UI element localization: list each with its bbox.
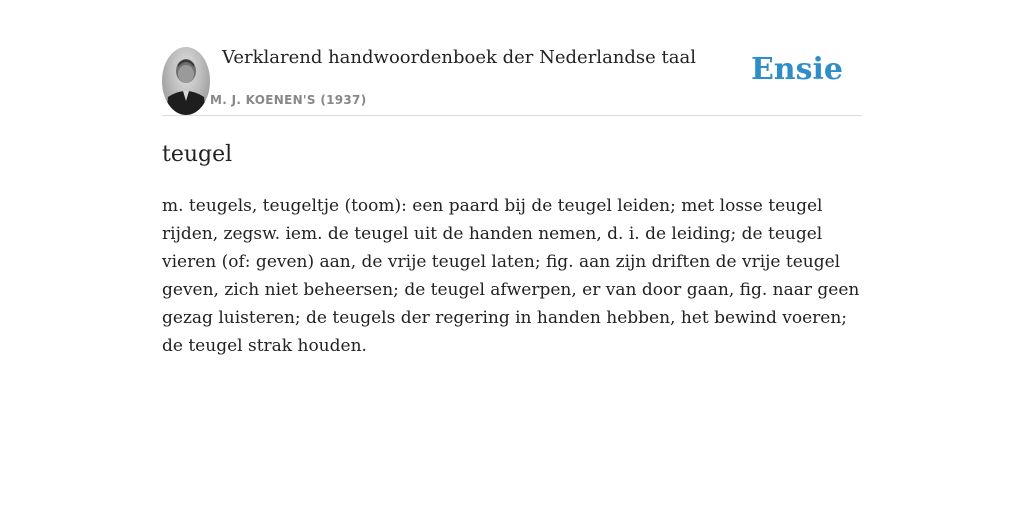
entry-definition: m. teugels, teugeltje (toom): een paard bij de teugel leiden; met losse teugel rijden, zegsw. iem. de teugel uit de handen nemen, d. i. de leiding; de teugel vieren (of: geven) aan, de vrije teugel laten; fig. aan zijn driften de vrije teugel geven, zich niet beheersen; de teugel afwerpen, er van door gaan, fig. naar geen gezag luisteren; de teugels der regering in handen hebben, het bewind voeren; de teugel strak houden. <box>162 196 860 356</box>
ensie-logo-link[interactable]: Ensie <box>750 52 843 87</box>
author-name: M. J. KOENEN'S (1937) <box>210 93 367 107</box>
book-header <box>162 46 862 116</box>
entry-headword: teugel <box>162 142 233 167</box>
author-portrait-image <box>162 47 210 115</box>
portrait-icon <box>162 47 210 115</box>
book-title: Verklarend handwoordenboek der Nederlandse taal <box>222 47 696 68</box>
